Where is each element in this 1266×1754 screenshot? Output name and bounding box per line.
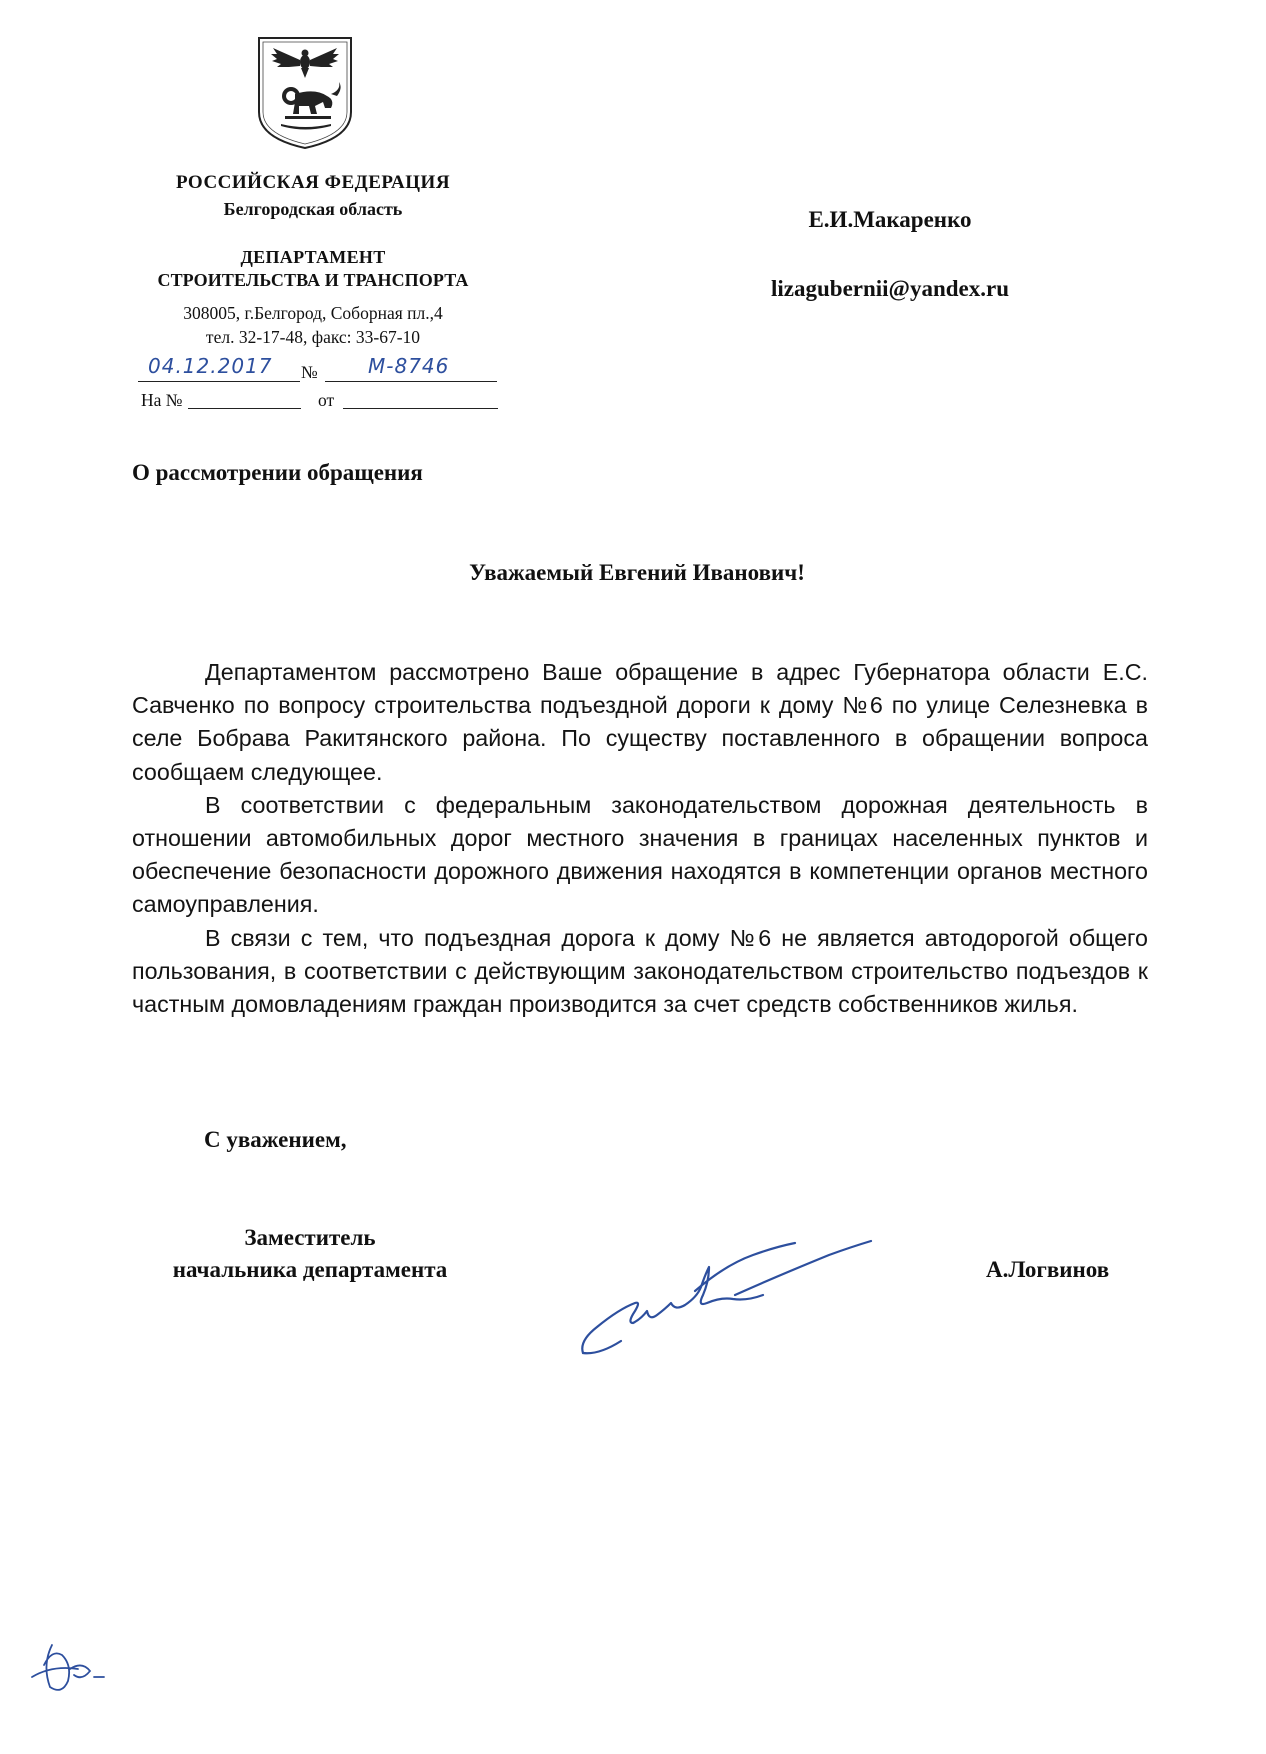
reg-date: 04.12.2017: [148, 354, 273, 378]
body-paragraph: Департаментом рассмотрено Ваше обращение в адрес Губернатора области Е.С. Савченко по вопросу строительства подъездной дороги к дому №6 по улице Селезневка в селе Бобрава Ракитянского района. По существу поставленного в обращении вопроса сообщаем следующее.: [132, 659, 1148, 785]
ref-date-underline: [343, 408, 498, 409]
salutation: Уважаемый Евгений Иванович!: [469, 560, 805, 585]
recipient-name: Е.И.Макаренко: [808, 207, 972, 232]
ref-number-label: На №: [141, 390, 183, 410]
signatory-position-line2: начальника департамента: [172, 1257, 448, 1282]
ref-date-label: от: [318, 390, 335, 410]
letterhead-address: 308005, г.Белгород, Соборная пл.,4: [183, 303, 443, 323]
reg-number-sign: №: [301, 362, 318, 382]
initials-icon: [22, 1635, 122, 1705]
letter-subject: О рассмотрении обращения: [132, 460, 423, 485]
reg-number-underline: [325, 381, 497, 382]
signature-icon: [575, 1215, 875, 1365]
signatory-position-line1: Заместитель: [244, 1225, 376, 1250]
coat-of-arms-icon: [255, 34, 355, 152]
letterhead-department-line1: ДЕПАРТАМЕНТ: [240, 247, 386, 267]
letterhead-country: РОССИЙСКАЯ ФЕДЕРАЦИЯ: [175, 172, 451, 193]
body-paragraph: В связи с тем, что подъездная дорога к дому №6 не является автодорогой общего пользования, в соответствии с действующим законодательством строительство подъездов к частным домовладениям граждан производится за счет средств собственников жилья.: [132, 924, 1148, 1018]
recipient-email: lizagubernii@yandex.ru: [771, 276, 1009, 301]
signatory-name: А.Логвинов: [986, 1257, 1110, 1282]
letterhead-department-line2: СТРОИТЕЛЬСТВА И ТРАНСПОРТА: [157, 270, 469, 290]
body-paragraph: В соответствии с федеральным законодательством дорожная деятельность в отношении автомобильных дорог местного значения в границах населенных пунктов и обеспечение безопасности дорожного движения находятся в компетенции органов местного самоуправления.: [132, 791, 1148, 918]
reg-number: М-8746: [368, 354, 450, 378]
reg-date-underline: [138, 381, 300, 382]
letter-body: [132, 656, 1148, 1021]
closing-phrase: С уважением,: [204, 1127, 347, 1152]
ref-number-underline: [188, 408, 301, 409]
letterhead-region: Белгородская область: [223, 199, 403, 219]
letterhead-phone: тел. 32-17-48, факс: 33-67-10: [205, 327, 421, 347]
